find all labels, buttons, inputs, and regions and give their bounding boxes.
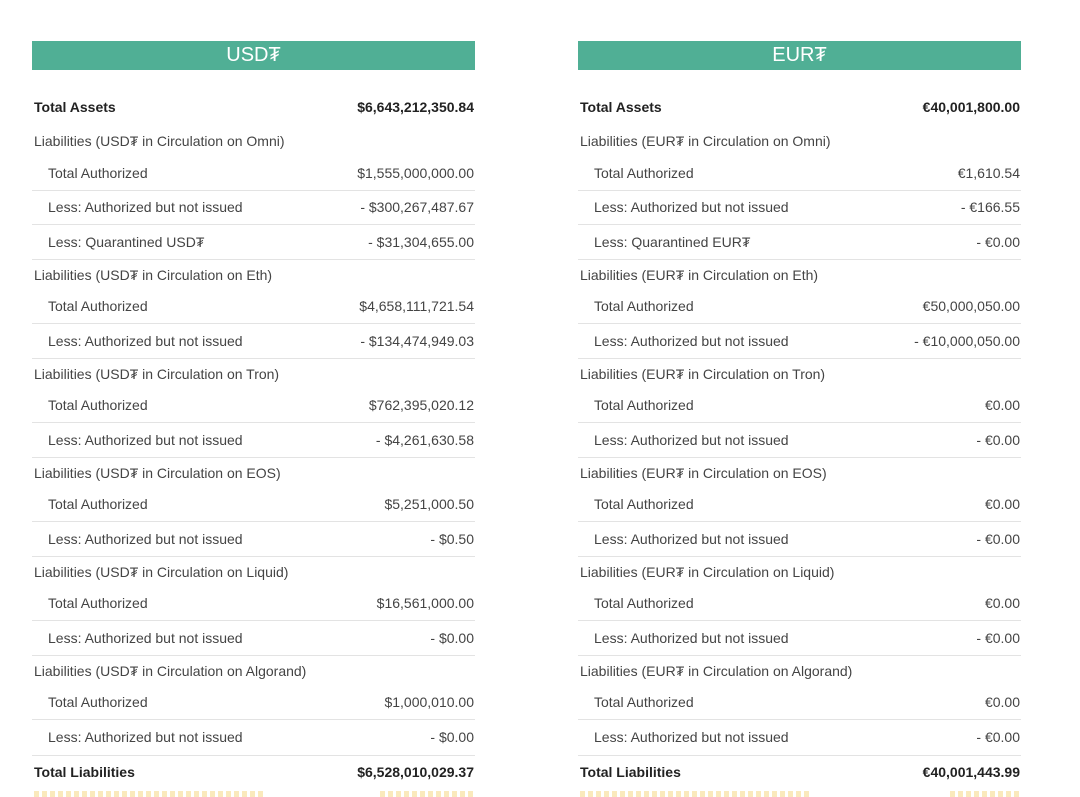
liability-item-row [32, 290, 475, 325]
liability-item-value: $4,658,111,721.54 [359, 298, 474, 315]
liability-item-label: Total Authorized [594, 298, 694, 315]
total-assets-label: Total Assets [580, 98, 662, 115]
liability-item-row [578, 324, 1021, 359]
liability-item-label: Total Authorized [48, 298, 148, 315]
cropped-next-row [0, 789, 1080, 797]
liability-item-value: €1,610.54 [957, 164, 1020, 181]
liability-item-value: €0.00 [984, 694, 1020, 711]
liability-group-title [32, 656, 475, 686]
liability-item-value: - €0.00 [976, 729, 1020, 746]
liability-item-value: $5,251,000.50 [384, 496, 474, 513]
total-liabilities-row [578, 755, 1021, 788]
liability-item-label: Total Authorized [48, 496, 148, 513]
liability-group-title [32, 260, 475, 290]
liability-item-row [578, 488, 1021, 523]
liability-item-label: Less: Quarantined EUR₮ [594, 233, 751, 250]
liability-group-label: Liabilities (USD₮ in Circulation on Tron) [34, 365, 280, 382]
liability-group-label: Liabilities (USD₮ in Circulation on Omni) [34, 133, 285, 149]
liability-item-label: Less: Authorized but not issued [48, 729, 243, 746]
liability-item-row [578, 522, 1021, 557]
liability-item-value: - $300,267,487.67 [360, 199, 474, 216]
eurt-panel-header: EUR₮ [578, 41, 1021, 70]
total-liabilities-value: €40,001,443.99 [922, 763, 1020, 780]
liability-item-row [578, 686, 1021, 721]
liability-item-row [578, 621, 1021, 656]
usdt-balance-table [32, 87, 475, 788]
usdt-balance-panel [32, 41, 475, 788]
liability-group-label: Liabilities (EUR₮ in Circulation on EOS) [580, 464, 827, 481]
liability-item-row [32, 389, 475, 424]
liability-item-row [32, 225, 475, 260]
total-liabilities-row [32, 755, 475, 788]
liability-group-label: Liabilities (EUR₮ in Circulation on Liquid) [580, 563, 835, 580]
liability-item-value: €0.00 [984, 595, 1020, 612]
eurt-balance-table [578, 87, 1021, 788]
total-liabilities-label: Total Liabilities [580, 763, 681, 780]
total-liabilities-value: $6,528,010,029.37 [357, 763, 474, 780]
total-assets-value: €40,001,800.00 [922, 98, 1020, 115]
liability-item-label: Less: Authorized but not issued [48, 332, 243, 349]
total-assets-value: $6,643,212,350.84 [357, 98, 474, 115]
liability-group-title [32, 458, 475, 488]
liability-item-value: - €10,000,050.00 [914, 332, 1020, 349]
total-assets-label: Total Assets [34, 98, 116, 115]
liability-item-row [32, 522, 475, 557]
total-assets-row [578, 87, 1021, 126]
usdt-panel-header: USD₮ [32, 41, 475, 70]
cropped-row-fragment [950, 791, 1020, 797]
liability-group-label: Liabilities (USD₮ in Circulation on Liquid) [34, 563, 289, 580]
liability-item-value: - $134,474,949.03 [360, 332, 474, 349]
liability-item-label: Total Authorized [48, 595, 148, 612]
liability-item-row [578, 720, 1021, 755]
liability-item-value: $1,555,000,000.00 [357, 164, 474, 181]
liability-item-value: €0.00 [984, 397, 1020, 414]
liability-item-value: - €0.00 [976, 530, 1020, 547]
liability-item-value: €0.00 [984, 496, 1020, 513]
liability-group-title [578, 359, 1021, 389]
liability-group-label: Liabilities (USD₮ in Circulation on Algorand) [34, 662, 307, 679]
liability-item-row [32, 423, 475, 458]
eurt-balance-panel [578, 41, 1021, 788]
liability-item-value: - $4,261,630.58 [375, 431, 474, 448]
liability-item-value: $1,000,010.00 [384, 694, 474, 711]
liability-group-title [578, 458, 1021, 488]
liability-group-label: Liabilities (USD₮ in Circulation on EOS) [34, 464, 281, 481]
total-assets-row [32, 87, 475, 126]
cropped-row-fragment [34, 791, 264, 797]
liability-group-label: Liabilities (EUR₮ in Circulation on Eth) [580, 266, 819, 283]
liability-item-row [578, 423, 1021, 458]
liability-item-label: Less: Authorized but not issued [48, 530, 243, 547]
liability-item-row [32, 488, 475, 523]
liability-item-label: Less: Authorized but not issued [594, 729, 789, 746]
liability-group-title [32, 126, 475, 156]
liability-item-label: Less: Quarantined USD₮ [48, 233, 205, 250]
cropped-row-fragment [380, 791, 475, 797]
liability-item-value: - €166.55 [960, 199, 1020, 216]
liability-item-label: Less: Authorized but not issued [594, 332, 789, 349]
liability-item-label: Less: Authorized but not issued [594, 431, 789, 448]
liability-item-row [578, 290, 1021, 325]
liability-group-label: Liabilities (EUR₮ in Circulation on Omni) [580, 133, 831, 149]
liability-item-value: - $31,304,655.00 [368, 233, 474, 250]
liability-group-title [32, 557, 475, 587]
liability-item-label: Total Authorized [594, 595, 694, 612]
liability-item-value: $16,561,000.00 [376, 595, 474, 612]
liability-item-label: Total Authorized [594, 397, 694, 414]
liability-group-label: Liabilities (USD₮ in Circulation on Eth) [34, 266, 273, 283]
liability-item-label: Total Authorized [48, 397, 148, 414]
liability-item-row [578, 389, 1021, 424]
liability-item-row [578, 225, 1021, 260]
liability-item-row [32, 156, 475, 191]
cropped-row-fragment [580, 791, 810, 797]
liability-group-title [578, 557, 1021, 587]
liability-item-value: $762,395,020.12 [368, 397, 474, 414]
liability-item-label: Total Authorized [48, 694, 148, 711]
liability-group-title [578, 656, 1021, 686]
liability-group-label: Liabilities (EUR₮ in Circulation on Algorand) [580, 662, 853, 679]
liability-item-value: - €0.00 [976, 431, 1020, 448]
liability-group-title [578, 260, 1021, 290]
liability-item-row [32, 621, 475, 656]
liability-item-value: €50,000,050.00 [922, 298, 1020, 315]
liability-item-row [578, 587, 1021, 622]
liability-item-value: - €0.00 [976, 233, 1020, 250]
liability-item-label: Less: Authorized but not issued [594, 629, 789, 646]
cropped-page-heading [0, 0, 1080, 4]
liability-group-title [578, 126, 1021, 156]
liability-group-title [32, 359, 475, 389]
liability-item-label: Total Authorized [594, 694, 694, 711]
liability-item-label: Less: Authorized but not issued [48, 629, 243, 646]
liability-item-row [32, 686, 475, 721]
liability-item-label: Less: Authorized but not issued [594, 199, 789, 216]
liability-item-row [32, 191, 475, 226]
liability-item-label: Less: Authorized but not issued [594, 530, 789, 547]
liability-item-label: Total Authorized [48, 164, 148, 181]
liability-item-row [32, 720, 475, 755]
total-liabilities-label: Total Liabilities [34, 763, 135, 780]
liability-item-row [578, 191, 1021, 226]
liability-item-label: Total Authorized [594, 164, 694, 181]
liability-item-value: - €0.00 [976, 629, 1020, 646]
liability-item-label: Less: Authorized but not issued [48, 431, 243, 448]
liability-item-row [578, 156, 1021, 191]
liability-item-row [32, 324, 475, 359]
liability-item-value: - $0.00 [430, 729, 474, 746]
liability-item-value: - $0.50 [430, 530, 474, 547]
liability-item-label: Total Authorized [594, 496, 694, 513]
liability-item-value: - $0.00 [430, 629, 474, 646]
liability-item-row [32, 587, 475, 622]
liability-item-label: Less: Authorized but not issued [48, 199, 243, 216]
liability-group-label: Liabilities (EUR₮ in Circulation on Tron) [580, 365, 826, 382]
